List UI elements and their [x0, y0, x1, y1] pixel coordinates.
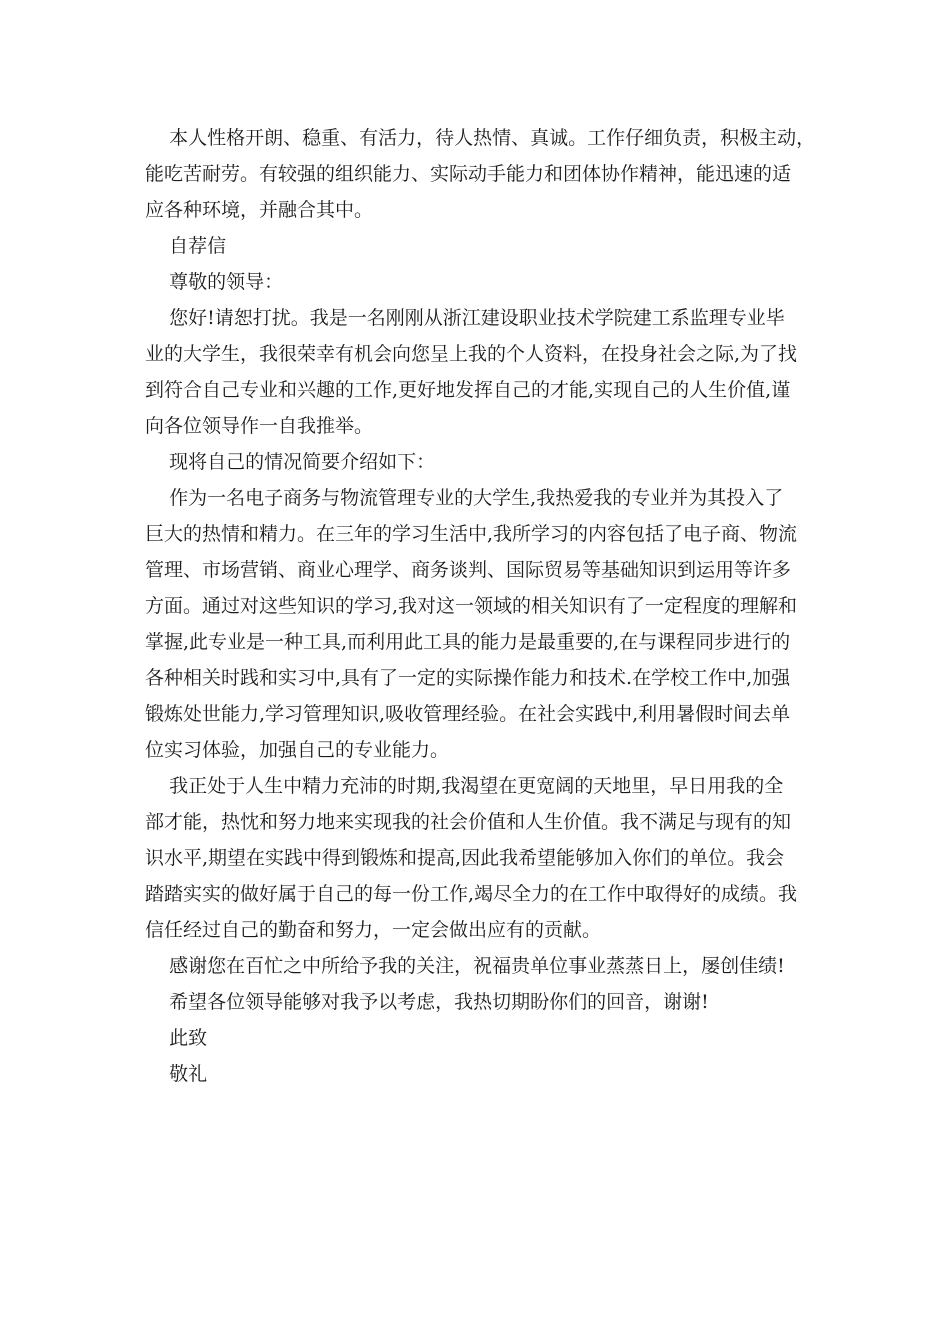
text-line: 本人性格开朗、稳重、有活力，待人热情、真诚。工作仔细负责，积极主动， — [145, 127, 816, 149]
closing-jingli — [145, 1056, 815, 1092]
paragraph-intro — [145, 444, 815, 480]
text-line: 识水平,期望在实践中得到锻炼和提高,因此我希望能够加入你们的单位。我会 — [145, 847, 785, 869]
text-line: 敬礼 — [145, 1063, 208, 1085]
text-line: 踏踏实实的做好属于自己的每一份工作,竭尽全力的在工作中取得好的成绩。我 — [145, 883, 798, 905]
text-line: 现将自己的情况简要介绍如下： — [145, 451, 436, 473]
text-line: 自荐信 — [145, 235, 227, 257]
text-line: 掌握,此专业是一种工具,而利用此工具的能力是最重要的,在与课程同步进行的 — [145, 631, 791, 653]
paragraph-aspiration — [145, 768, 815, 948]
text-line: 业的大学生，我很荣幸有机会向您呈上我的个人资料，在投身社会之际,为了找 — [145, 343, 798, 365]
text-line: 部才能，热忱和努力地来实现我的社会价值和人生价值。我不满足与现有的知 — [145, 811, 792, 833]
salutation — [145, 264, 815, 300]
text-line: 管理、市场营销、商业心理学、商务谈判、国际贸易等基础知识到运用等许多 — [145, 559, 792, 581]
text-line: 到符合自己专业和兴趣的工作,更好地发挥自己的才能,实现自己的人生价值,谨 — [145, 379, 791, 401]
text-line: 锻炼处世能力,学习管理知识,吸收管理经验。在社会实践中,利用暑假时间去单 — [145, 703, 791, 725]
text-line: 应各种环境，并融合其中。 — [145, 199, 374, 221]
text-line: 尊敬的领导： — [145, 271, 284, 293]
paragraph-thanks — [145, 948, 815, 984]
letter-title — [145, 228, 815, 264]
paragraph-personality — [145, 120, 815, 228]
closing-cizhi — [145, 1020, 815, 1056]
paragraph-hope — [145, 984, 815, 1020]
text-line: 作为一名电子商务与物流管理专业的大学生,我热爱我的专业并为其投入了 — [145, 487, 784, 509]
text-line: 方面。通过对这些知识的学习,我对这一领域的相关知识有了一定程度的理解和 — [145, 595, 798, 617]
text-line: 各种相关时践和实习中,具有了一定的实际操作能力和技术.在学校工作中,加强 — [145, 667, 791, 689]
letter-body — [145, 120, 815, 1092]
text-line: 此致 — [145, 1027, 208, 1049]
text-line: 位实习体验，加强自己的专业能力。 — [145, 739, 450, 761]
text-line: 您好!请恕打扰。我是一名刚刚从浙江建设职业技术学院建工系监理专业毕 — [145, 307, 785, 329]
paragraph-greeting — [145, 300, 815, 444]
paragraph-study — [145, 480, 815, 768]
text-line: 向各位领导作一自我推举。 — [145, 415, 374, 437]
text-line: 希望各位领导能够对我予以考虑，我热切期盼你们的回音，谢谢! — [145, 991, 709, 1013]
text-line: 感谢您在百忙之中所给予我的关注，祝福贵单位事业蒸蒸日上，屡创佳绩! — [145, 955, 785, 977]
text-line: 巨大的热情和精力。在三年的学习生活中,我所学习的内容包括了电子商、物流 — [145, 523, 798, 545]
text-line: 信任经过自己的勤奋和努力，一定会做出应有的贡献。 — [145, 919, 602, 941]
text-line: 能吃苦耐劳。有较强的组织能力、实际动手能力和团体协作精神，能迅速的适 — [145, 163, 792, 185]
text-line: 我正处于人生中精力充沛的时期,我渴望在更宽阔的天地里，早日用我的全 — [145, 775, 784, 797]
